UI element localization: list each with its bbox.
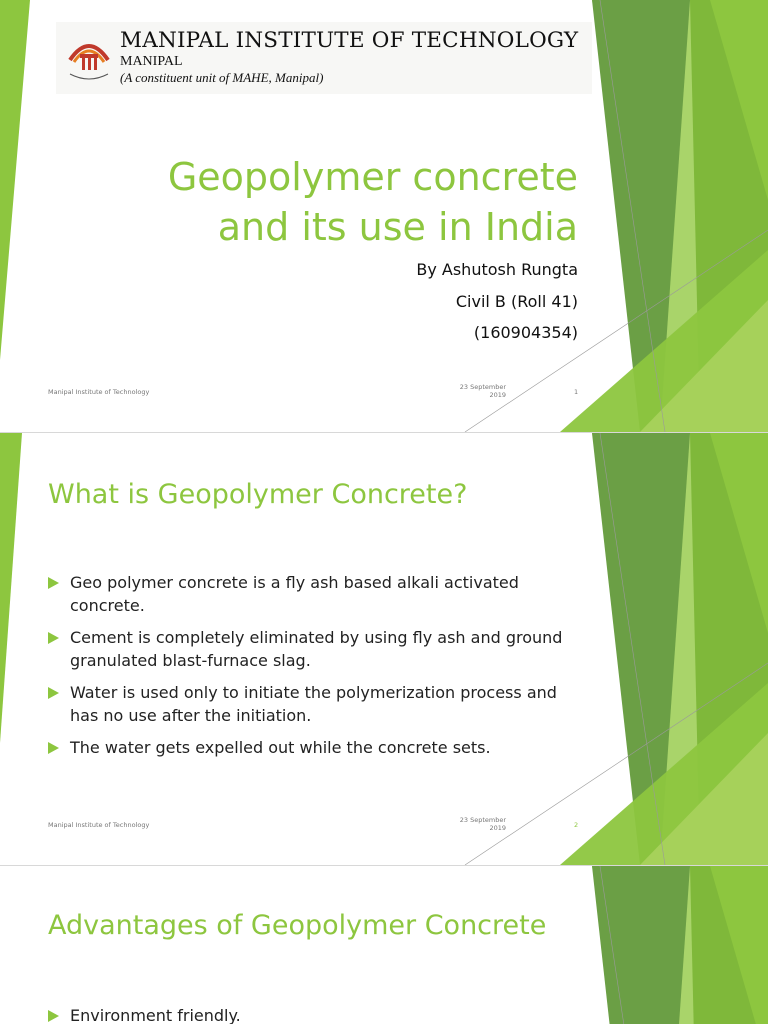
- bullet-arrow-icon: [48, 1010, 59, 1022]
- institute-name: MANIPAL INSTITUTE OF TECHNOLOGY: [120, 28, 579, 53]
- bullet-text: The water gets expelled out while the concrete sets.: [70, 738, 491, 757]
- slide-heading: Advantages of Geopolymer Concrete: [48, 910, 547, 941]
- institute-city: MANIPAL: [120, 54, 183, 69]
- footer-institute: Manipal Institute of Technology: [48, 388, 150, 396]
- footer-date-line-2: 2019: [489, 391, 506, 399]
- slide-2: [0, 433, 768, 865]
- footer-date: [448, 383, 506, 399]
- slide-title: [118, 152, 578, 252]
- page-number: 1: [574, 388, 579, 396]
- bullet-text: Geo polymer concrete is a fly ash based alkali activated concrete.: [70, 573, 519, 615]
- manipal-emblem-icon: [64, 30, 114, 84]
- bullet-arrow-icon: [48, 577, 59, 589]
- list-item: [48, 736, 588, 759]
- green-facet-decoration: [0, 866, 768, 1024]
- bullet-text: Environment friendly.: [70, 1006, 241, 1024]
- list-item: [48, 681, 588, 727]
- bullet-arrow-icon: [48, 632, 59, 644]
- list-item: [48, 626, 588, 672]
- institute-logo-banner: [56, 22, 592, 94]
- institute-tagline: (A constituent unit of MAHE, Manipal): [120, 70, 324, 85]
- bullet-text: Water is used only to initiate the polymerization process and has no use after the initiation.: [70, 683, 557, 725]
- slide-1: [0, 0, 768, 432]
- title-line-2: and its use in India: [217, 205, 578, 249]
- footer-institute: Manipal Institute of Technology: [48, 821, 150, 829]
- bullet-arrow-icon: [48, 742, 59, 754]
- bullet-arrow-icon: [48, 687, 59, 699]
- slide-heading: What is Geopolymer Concrete?: [48, 479, 468, 510]
- bullet-list: [48, 571, 588, 768]
- footer-date-line-1: 23 September: [459, 383, 506, 391]
- list-item: [48, 1004, 588, 1024]
- page-number: 2: [574, 821, 579, 829]
- slide-3: [0, 866, 768, 1024]
- list-item: [48, 571, 588, 617]
- registration-number: (160904354): [473, 323, 578, 342]
- bullet-text: Cement is completely eliminated by using fly ash and ground granulated blast-furnace slag.: [70, 628, 563, 670]
- footer-date: [448, 816, 506, 832]
- author-name: By Ashutosh Rungta: [416, 260, 578, 279]
- footer-date-line-2: 2019: [489, 824, 506, 832]
- title-line-1: Geopolymer concrete: [167, 155, 578, 199]
- bullet-list: [48, 1004, 588, 1024]
- class-roll: Civil B (Roll 41): [455, 292, 578, 311]
- footer-date-line-1: 23 September: [459, 816, 506, 824]
